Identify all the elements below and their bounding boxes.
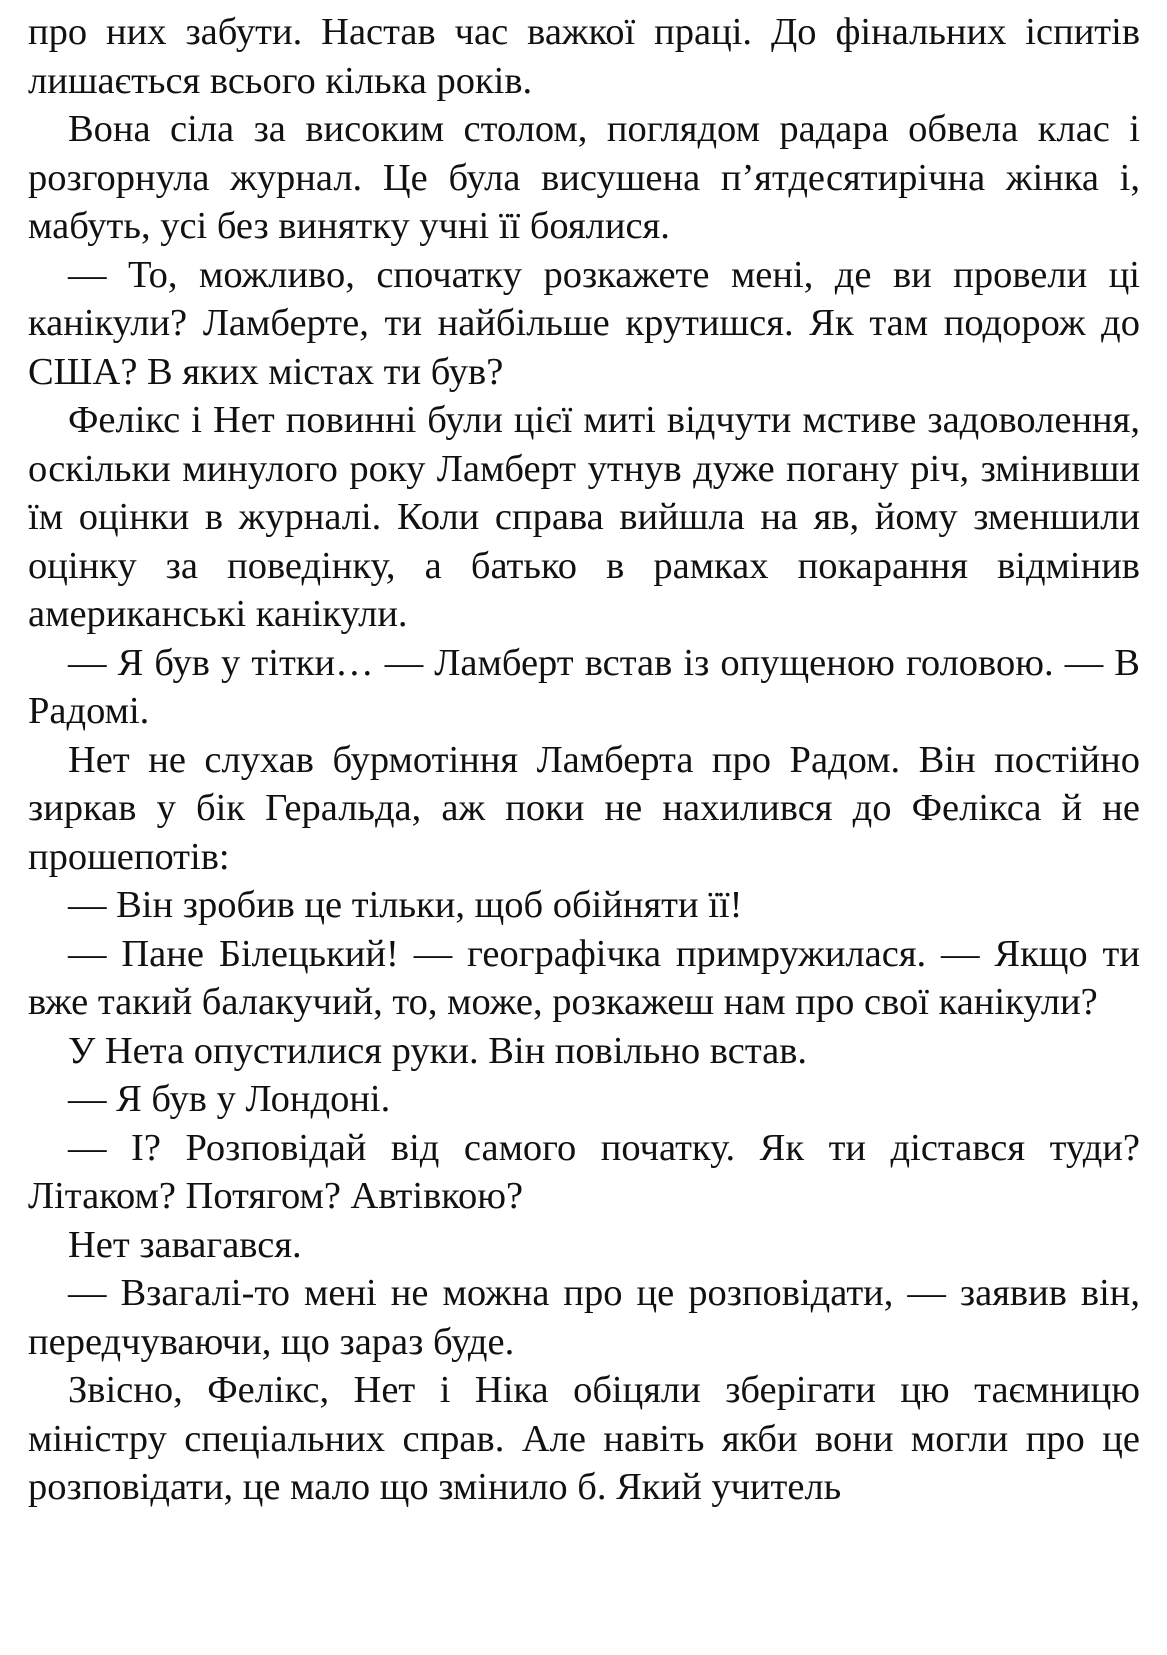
paragraph-8: — Пане Білецький! — географічка примружилася. — Якщо ти вже такий балакучий, то, може, розкажеш нам про свої канікули?: [28, 932, 1140, 1023]
paragraph-4: Фелікс і Нет повинні були цієї миті відчути мстиве задоволення, оскільки минулого року Ламберт утнув дуже погану річ, змінивши їм оцінки в журналі. Коли справа вийшла на яв, йому зменшили оцінку за поведінку, а батько в рамках покарання відмінив американські канікули.: [28, 399, 1140, 635]
paragraph-3: — То, можливо, спочатку розкажете мені, де ви провели ці канікули? Ламберте, ти найбільше крутишся. Як там подорож до США? В яких містах ти був?: [28, 253, 1140, 393]
paragraph-11: — І? Розповідай від самого початку. Як ти дістався туди? Літаком? Потягом? Автівкою?: [28, 1126, 1140, 1217]
paragraph-6: Нет не слухав бурмотіння Ламберта про Радом. Він постійно зиркав у бік Геральда, аж поки не нахилився до Фелікса й не прошепотів:: [28, 738, 1140, 878]
paragraph-12: Нет завагався.: [68, 1223, 302, 1266]
paragraph-10: — Я був у Лондоні.: [68, 1078, 391, 1120]
paragraph-13: — Взагалі-то мені не можна про це розповідати, — заявив він, передчуваючи, що зараз буде.: [28, 1272, 1140, 1363]
paragraph-1: про них забути. Настав час важкої праці. До фінальних іспитів лишається всього кілька років.: [28, 11, 1140, 102]
paragraph-7: — Він зробив це тільки, щоб обійняти її!: [68, 884, 743, 926]
paragraph-14: Звісно, Фелікс, Нет і Ніка обіцяли зберігати цю таємницю міністру спеціальних справ. Але навіть якби вони могли про це розповідати, це мало що змінило б. Який учитель: [28, 1369, 1140, 1508]
paragraph-9: У Нета опустилися руки. Він повільно встав.: [68, 1029, 808, 1072]
paragraph-5: — Я був у тітки… — Ламберт встав із опущеною головою. — В Радомі.: [28, 641, 1140, 732]
paragraph-2: Вона сіла за високим столом, поглядом радара обвела клас і розгорнула журнал. Це була висушена п’ятдесятирічна жінка і, мабуть, усі без винятку учні її боялися.: [28, 108, 1140, 247]
document-page: [28, 8, 1140, 1512]
